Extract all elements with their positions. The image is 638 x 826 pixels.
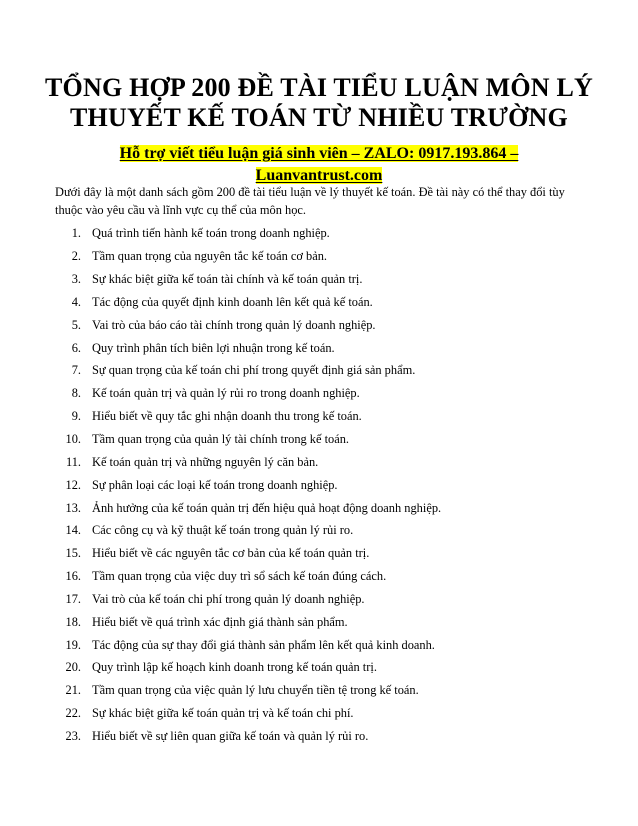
list-item-number: 9. — [71, 409, 81, 424]
list-item — [55, 519, 595, 542]
list-item — [55, 291, 595, 314]
list-item-text: Sự khác biệt giữa kế toán quản trị và kế toán chi phí. — [92, 706, 354, 721]
list-item — [55, 656, 595, 679]
list-item — [55, 725, 595, 748]
intro-paragraph: Dưới đây là một danh sách gồm 200 đề tài tiểu luận về lý thuyết kế toán. Đề tài này có thể thay đổi tùy thuộc vào yêu cầu và lĩnh vực cụ thể của môn học. — [55, 185, 565, 217]
list-item-text: Tầm quan trọng của việc duy trì sổ sách kế toán đúng cách. — [92, 569, 387, 584]
list-item-text: Vai trò của kế toán chi phí trong quản lý doanh nghiệp. — [92, 591, 365, 606]
list-item-number: 4. — [71, 294, 81, 309]
list-item-number: 11. — [65, 454, 81, 469]
list-item — [55, 679, 595, 702]
list-item-text: Hiểu biết về sự liên quan giữa kế toán và quản lý rủi ro. — [92, 728, 369, 743]
list-item-number: 18. — [65, 614, 81, 629]
list-item-number: 10. — [65, 432, 81, 447]
list-item — [55, 359, 595, 382]
list-item — [55, 588, 595, 611]
list-item — [55, 633, 595, 656]
list-item — [55, 428, 595, 451]
list-item-number: 6. — [71, 340, 81, 355]
list-item-number: 15. — [65, 546, 81, 561]
list-item-number: 22. — [65, 706, 81, 721]
promo-highlight-text: Hỗ trợ viết tiểu luận giá sinh viên – ZALO: 0917.193.864 – Luanvantrust.com — [119, 145, 519, 184]
list-item-text: Quy trình lập kế hoạch kinh doanh trong kế toán quản trị. — [92, 660, 377, 675]
list-item-text: Kế toán quản trị và những nguyên lý căn bản. — [92, 454, 319, 469]
list-item — [55, 382, 595, 405]
list-item-number: 8. — [71, 386, 81, 401]
list-item-number: 17. — [65, 591, 81, 606]
list-item-text: Kế toán quản trị và quản lý rủi ro trong doanh nghiệp. — [92, 386, 360, 401]
list-item — [55, 702, 595, 725]
list-item — [55, 245, 595, 268]
list-item-text: Tầm quan trọng của việc quản lý lưu chuyển tiền tệ trong kế toán. — [92, 683, 419, 698]
promo-subtitle — [60, 143, 578, 187]
list-item — [55, 405, 595, 428]
list-item-text: Hiểu biết về quá trình xác định giá thành sản phẩm. — [92, 614, 348, 629]
list-item-text: Sự khác biệt giữa kế toán tài chính và kế toán quản trị. — [92, 272, 363, 287]
list-item-text: Quá trình tiến hành kế toán trong doanh nghiệp. — [92, 226, 330, 241]
list-item-text: Quy trình phân tích biên lợi nhuận trong kế toán. — [92, 340, 335, 355]
list-item-number: 21. — [65, 683, 81, 698]
list-item — [55, 268, 595, 291]
list-item-number: 19. — [65, 637, 81, 652]
list-item-number: 14. — [65, 523, 81, 538]
list-item-text: Tác động của quyết định kinh doanh lên kết quả kế toán. — [92, 294, 373, 309]
list-item-number: 1. — [71, 226, 81, 241]
list-item-text: Tác động của sự thay đổi giá thành sản phẩm lên kết quả kinh doanh. — [92, 637, 435, 652]
list-item-number: 16. — [65, 569, 81, 584]
list-item — [55, 610, 595, 633]
list-item-text: Tầm quan trọng của quản lý tài chính trong kế toán. — [92, 432, 350, 447]
list-item-text: Các công cụ và kỹ thuật kế toán trong quản lý rủi ro. — [92, 523, 354, 538]
list-item — [55, 336, 595, 359]
list-item-text: Sự quan trọng của kế toán chi phí trong quyết định giá sản phẩm. — [92, 363, 416, 378]
topic-list — [55, 222, 595, 747]
list-item — [55, 450, 595, 473]
list-item-text: Ảnh hưởng của kế toán quản trị đến hiệu quả hoạt động doanh nghiệp. — [92, 500, 442, 515]
list-item-number: 23. — [65, 728, 81, 743]
list-item-number: 13. — [65, 500, 81, 515]
list-item-text: Tầm quan trọng của nguyên tắc kế toán cơ bản. — [92, 249, 328, 264]
list-item — [55, 542, 595, 565]
list-item-text: Vai trò của báo cáo tài chính trong quản lý doanh nghiệp. — [92, 317, 376, 332]
list-item — [55, 313, 595, 336]
document-title: TỔNG HỢP 200 ĐỀ TÀI TIỂU LUẬN MÔN LÝ THUYẾT KẾ TOÁN TỪ NHIỀU TRƯỜNG — [45, 73, 593, 132]
list-item — [55, 222, 595, 245]
list-item-number: 20. — [65, 660, 81, 675]
list-item-text: Hiểu biết về các nguyên tắc cơ bản của kế toán quản trị. — [92, 546, 370, 561]
list-item-text: Sự phân loại các loại kế toán trong doanh nghiệp. — [92, 477, 338, 492]
list-item — [55, 565, 595, 588]
list-item-number: 3. — [71, 272, 81, 287]
list-item — [55, 496, 595, 519]
list-item-number: 12. — [65, 477, 81, 492]
list-item-text: Hiểu biết về quy tắc ghi nhận doanh thu trong kế toán. — [92, 409, 362, 424]
list-item-number: 2. — [71, 249, 81, 264]
list-item — [55, 473, 595, 496]
list-item-number: 7. — [71, 363, 81, 378]
list-item-number: 5. — [71, 317, 81, 332]
